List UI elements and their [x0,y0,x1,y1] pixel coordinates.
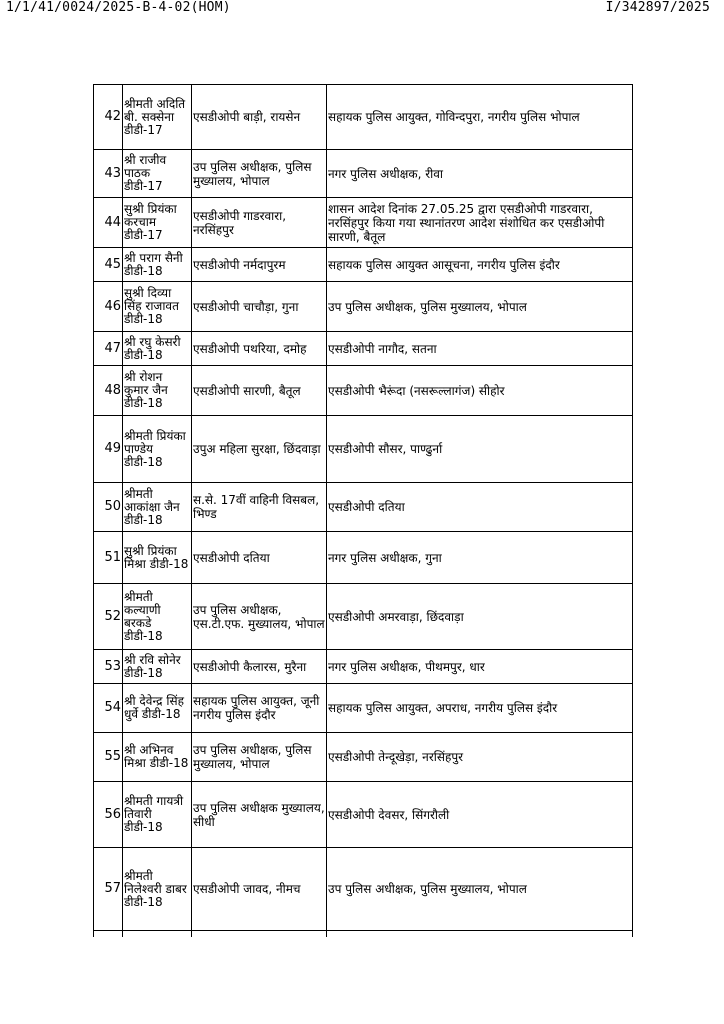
new-posting: एसडीओपी अमरवाड़ा, छिंदवाड़ा [327,584,633,650]
serial-number: 57 [94,848,123,931]
officer-name: श्री रवि सोनेर डीडी-18 [123,650,192,684]
table-row [94,150,633,198]
serial-number: 45 [94,248,123,282]
current-posting: उप पुलिस अधीक्षक, एस.टी.एफ. मुख्यालय, भोपाल [192,584,327,650]
table-continuation-cell [94,931,123,938]
serial-number: 46 [94,282,123,332]
officer-name: श्री राजीव पाठक डीडी-17 [123,150,192,198]
current-posting: एसडीओपी जावद, नीमच [192,848,327,931]
serial-number: 43 [94,150,123,198]
current-posting: सहायक पुलिस आयुक्त, जूनी नगरीय पुलिस इंदौर [192,684,327,733]
current-posting: एसडीओपी सारणी, बैतूल [192,366,327,416]
serial-number: 48 [94,366,123,416]
officer-name: श्रीमती कल्याणी बरकडे डीडी-18 [123,584,192,650]
table-row [94,282,633,332]
officer-name: श्री अभिनव मिश्रा डीडी-18 [123,733,192,782]
new-posting: नगर पुलिस अधीक्षक, गुना [327,532,633,584]
table-continuation-cell [192,931,327,938]
officer-name: श्री रोशन कुमार जैन डीडी-18 [123,366,192,416]
current-posting: उप पुलिस अधीक्षक, पुलिस मुख्यालय, भोपाल [192,733,327,782]
new-posting: एसडीओपी सौसर, पाण्ढुर्ना [327,416,633,483]
serial-number: 44 [94,198,123,248]
officer-name: सुश्री प्रियंका करचाम डीडी-17 [123,198,192,248]
table-row [94,733,633,782]
document-number: I/342897/2025 [605,0,710,15]
serial-number: 47 [94,332,123,366]
current-posting: एसडीओपी गाडरवारा, नरसिंहपुर [192,198,327,248]
officer-name: सुश्री प्रियंका मिश्रा डीडी-18 [123,532,192,584]
officer-name: श्रीमती निलेश्वरी डाबर डीडी-18 [123,848,192,931]
new-posting: एसडीओपी तेन्दूखेड़ा, नरसिंहपुर [327,733,633,782]
table-row [94,85,633,150]
officer-name: श्री पराग सैनी डीडी-18 [123,248,192,282]
new-posting: एसडीओपी देवसर, सिंगरौली [327,782,633,848]
table-row [94,416,633,483]
table-row [94,650,633,684]
current-posting: उप पुलिस अधीक्षक मुख्यालय, सीधी [192,782,327,848]
serial-number: 55 [94,733,123,782]
table-row [94,198,633,248]
table-row [94,532,633,584]
officer-name: श्रीमती प्रियंका पाण्डेय डीडी-18 [123,416,192,483]
table-row [94,248,633,282]
serial-number: 49 [94,416,123,483]
serial-number: 42 [94,85,123,150]
current-posting: एसडीओपी नर्मदापुरम [192,248,327,282]
table-row [94,684,633,733]
new-posting: नगर पुलिस अधीक्षक, रीवा [327,150,633,198]
table-row [94,332,633,366]
serial-number: 50 [94,483,123,532]
officer-name: श्री देवेन्द्र सिंह धुर्वे डीडी-18 [123,684,192,733]
serial-number: 52 [94,584,123,650]
current-posting: उपुअ महिला सुरक्षा, छिंदवाड़ा [192,416,327,483]
officer-name: सुश्री दिव्या सिंह राजावत डीडी-18 [123,282,192,332]
new-posting: शासन आदेश दिनांक 27.05.25 द्वारा एसडीओपी गाडरवारा, नरसिंहपुर किया गया स्थानांतरण आदेश संशोधित कर एसडीओपी सारणी, बैतूल [327,198,633,248]
serial-number: 54 [94,684,123,733]
table-row [94,584,633,650]
table-row [94,366,633,416]
serial-number: 53 [94,650,123,684]
table-row [94,848,633,931]
current-posting: स.से. 17वीं वाहिनी विसबल, भिण्ड [192,483,327,532]
current-posting: एसडीओपी बाड़ी, रायसेन [192,85,327,150]
officer-name: श्रीमती अदिति बी. सक्सेना डीडी-17 [123,85,192,150]
officer-name: श्री रघु केसरी डीडी-18 [123,332,192,366]
new-posting: उप पुलिस अधीक्षक, पुलिस मुख्यालय, भोपाल [327,848,633,931]
officer-name: श्रीमती आकांक्षा जैन डीडी-18 [123,483,192,532]
serial-number: 56 [94,782,123,848]
file-reference: 1/1/41/0024/2025-B-4-02(HOM) [6,0,231,15]
new-posting: सहायक पुलिस आयुक्त, गोविन्दपुरा, नगरीय पुलिस भोपाल [327,85,633,150]
current-posting: एसडीओपी पथरिया, दमोह [192,332,327,366]
new-posting: नगर पुलिस अधीक्षक, पीथमपुर, धार [327,650,633,684]
table-continuation [94,931,633,938]
table-continuation-cell [327,931,633,938]
new-posting: सहायक पुलिस आयुक्त, अपराध, नगरीय पुलिस इंदौर [327,684,633,733]
new-posting: एसडीओपी भैरूंदा (नसरूल्लागंज) सीहोर [327,366,633,416]
current-posting: उप पुलिस अधीक्षक, पुलिस मुख्यालय, भोपाल [192,150,327,198]
new-posting: उप पुलिस अधीक्षक, पुलिस मुख्यालय, भोपाल [327,282,633,332]
officer-name: श्रीमती गायत्री तिवारी डीडी-18 [123,782,192,848]
new-posting: एसडीओपी दतिया [327,483,633,532]
current-posting: एसडीओपी कैलारस, मुरैना [192,650,327,684]
new-posting: सहायक पुलिस आयुक्त आसूचना, नगरीय पुलिस इंदौर [327,248,633,282]
table-row [94,483,633,532]
current-posting: एसडीओपी चाचौड़ा, गुना [192,282,327,332]
transfer-table [93,84,633,937]
table-row [94,782,633,848]
current-posting: एसडीओपी दतिया [192,532,327,584]
new-posting: एसडीओपी नागौद, सतना [327,332,633,366]
serial-number: 51 [94,532,123,584]
table-continuation-cell [123,931,192,938]
